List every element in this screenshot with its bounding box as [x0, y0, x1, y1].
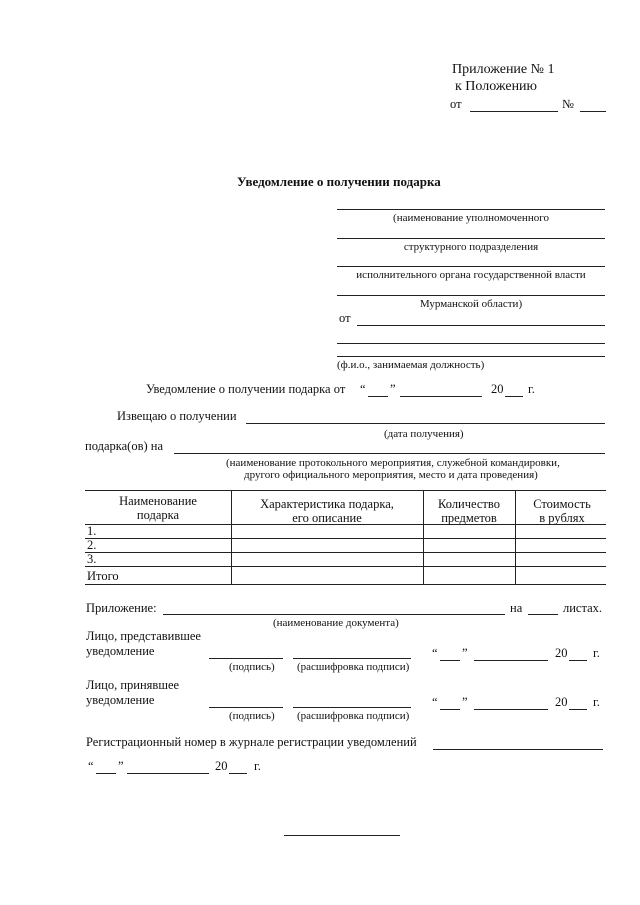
receiver-quote-close: ”	[462, 695, 468, 709]
notice-year-prefix: 20	[491, 382, 504, 396]
table-col-border	[515, 490, 516, 584]
table-header-name-line2: подарка	[136, 508, 180, 523]
receiver-label-2: уведомление	[86, 693, 155, 707]
submitter-year-field[interactable]	[569, 660, 587, 661]
receiver-month-field[interactable]	[474, 709, 548, 710]
addressee-hint-3: исполнительного органа государственной власти	[356, 269, 586, 281]
addressee-from-label: от	[339, 311, 351, 325]
header-number-field[interactable]	[580, 111, 606, 112]
attachment-document-field[interactable]	[163, 614, 505, 615]
table-header-cost	[518, 497, 606, 526]
gift-text: подарка(ов) на	[85, 439, 164, 453]
gift-event-field[interactable]	[174, 453, 605, 454]
addressee-hint-5: (ф.и.о., занимаемая должность)	[337, 359, 485, 371]
gift-hint-2: другого официального мероприятия, место и дата проведения)	[244, 469, 538, 481]
registration-year-suffix: г.	[254, 759, 261, 773]
submitter-quote-open: “	[432, 646, 438, 660]
header-date-field[interactable]	[470, 111, 558, 112]
addressee-line-4[interactable]	[337, 295, 605, 296]
table-row-border	[85, 566, 606, 567]
addressee-hint-4: Мурманской области)	[419, 298, 523, 310]
table-header-quantity-line2: предметов	[441, 511, 497, 526]
receiver-decode-field[interactable]	[293, 707, 411, 708]
registration-year-field[interactable]	[229, 773, 247, 774]
table-row-border	[85, 552, 606, 553]
submitter-year-prefix: 20	[555, 646, 568, 660]
footer-divider	[284, 835, 400, 836]
gift-hint-1: (наименование протокольного мероприятия, служебной командировки,	[226, 457, 560, 469]
registration-quote-close: ”	[118, 759, 124, 773]
table-header-description-line2: его описание	[292, 511, 362, 526]
notice-month-field[interactable]	[400, 396, 482, 397]
attachment-sheets-label: листах.	[563, 601, 603, 615]
addressee-line-2[interactable]	[337, 238, 605, 239]
addressee-line-3[interactable]	[337, 266, 605, 267]
notice-quote-open: “	[360, 382, 366, 396]
table-header-cost-line2: в рублях	[539, 511, 585, 526]
table-header-cost-line1: Стоимость	[533, 497, 591, 511]
addressee-line-1[interactable]	[337, 209, 605, 210]
receiver-decode-hint: (расшифровка подписи)	[297, 710, 410, 722]
submitter-label-1: Лицо, представившее	[86, 629, 201, 643]
notice-text: Уведомление о получении подарка от	[146, 382, 346, 396]
addressee-from-field[interactable]	[357, 325, 605, 326]
table-col-border	[423, 490, 424, 584]
submitter-quote-close: ”	[462, 646, 468, 660]
header-no-label: №	[562, 97, 574, 111]
attachment-hint: (наименование документа)	[273, 617, 399, 629]
registration-month-field[interactable]	[127, 773, 209, 774]
addressee-hint-1: (наименование уполномоченного	[393, 212, 549, 224]
table-top-border	[85, 490, 606, 491]
inform-date-field[interactable]	[246, 423, 605, 424]
submitter-signature-field[interactable]	[209, 658, 283, 659]
addressee-line-6[interactable]	[337, 356, 605, 357]
table-header-quantity-line1: Количество	[438, 497, 500, 511]
submitter-label-2: уведомление	[86, 644, 155, 658]
addressee-hint-2: структурного подразделения	[403, 241, 539, 253]
registration-day-field[interactable]	[96, 773, 116, 774]
attachment-sheets-field[interactable]	[528, 614, 558, 615]
submitter-sign-hint: (подпись)	[229, 661, 275, 673]
receiver-year-prefix: 20	[555, 695, 568, 709]
inform-hint: (дата получения)	[384, 428, 464, 440]
submitter-decode-field[interactable]	[293, 658, 411, 659]
inform-text: Извещаю о получении	[117, 409, 237, 423]
table-header-quantity	[426, 497, 512, 526]
table-header-description-line1: Характеристика подарка,	[260, 497, 394, 511]
receiver-signature-field[interactable]	[209, 707, 283, 708]
header-from-label: от	[450, 97, 462, 111]
notice-year-field[interactable]	[505, 396, 523, 397]
table-header-name	[88, 494, 228, 523]
page-title: Уведомление о получении подарка	[237, 174, 441, 189]
notice-day-field[interactable]	[368, 396, 388, 397]
table-col-border	[231, 490, 232, 584]
submitter-year-suffix: г.	[593, 646, 600, 660]
receiver-quote-open: “	[432, 695, 438, 709]
appendix-reference: к Положению	[455, 79, 538, 94]
table-row-label-2: 2.	[87, 538, 97, 552]
notice-quote-close: ”	[390, 382, 396, 396]
submitter-decode-hint: (расшифровка подписи)	[297, 661, 410, 673]
addressee-line-5[interactable]	[337, 343, 605, 344]
attachment-label: Приложение:	[86, 601, 157, 615]
table-header-name-line1: Наименование	[119, 494, 197, 508]
table-row-border	[85, 538, 606, 539]
registration-year-prefix: 20	[215, 759, 228, 773]
submitter-month-field[interactable]	[474, 660, 548, 661]
table-row-label-total: Итого	[87, 569, 119, 583]
table-header-description	[234, 497, 420, 526]
table-bottom-border	[85, 584, 606, 585]
registration-quote-open: “	[88, 759, 94, 773]
registration-number-field[interactable]	[433, 749, 603, 750]
attachment-on-label: на	[510, 601, 523, 615]
receiver-label-1: Лицо, принявшее	[86, 678, 180, 692]
notice-year-suffix: г.	[528, 382, 535, 396]
receiver-year-field[interactable]	[569, 709, 587, 710]
registration-text: Регистрационный номер в журнале регистрации уведомлений	[86, 735, 417, 749]
receiver-year-suffix: г.	[593, 695, 600, 709]
table-row-label-3: 3.	[87, 552, 97, 566]
receiver-sign-hint: (подпись)	[229, 710, 275, 722]
receiver-day-field[interactable]	[440, 709, 460, 710]
table-row-label-1: 1.	[87, 524, 97, 538]
appendix-number: Приложение № 1	[452, 62, 555, 77]
submitter-day-field[interactable]	[440, 660, 460, 661]
